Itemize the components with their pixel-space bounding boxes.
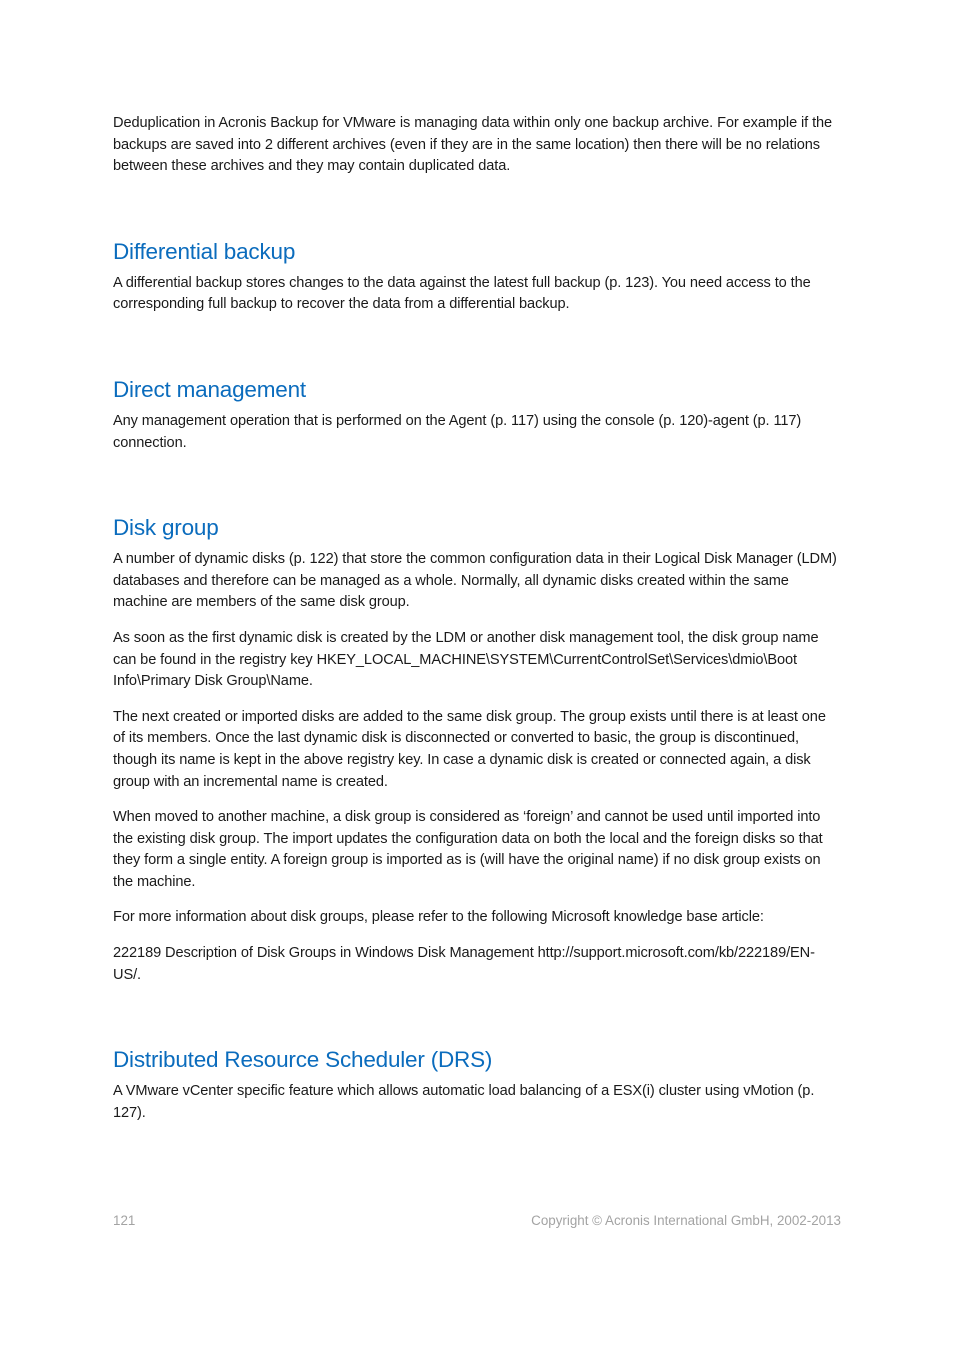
kb-reference-paragraph: 222189 Description of Disk Groups in Windows Disk Management http://support.microsoft.com/kb/222189/EN-US/. xyxy=(113,945,815,983)
section-paragraph: The next created or imported disks are added to the same disk group. The group exists until there is at least one of its members. Once the last dynamic disk is disconnected or converted to basic, the group is discontinued, though its name is kept in the above registry key. In case a dynamic disk is created or connected again, a disk group with an incremental name is created. xyxy=(113,708,826,790)
document-page xyxy=(113,113,841,1124)
section-paragraph: Any management operation that is performed on the Agent (p. 117) using the console (p. 120)-agent (p. 117) connection. xyxy=(113,412,802,451)
section-paragraph: As soon as the first dynamic disk is created by the LDM or another disk management tool, the disk group name can be found in the registry key HKEY_LOCAL_MACHINE\SYSTEM\CurrentControlSet\Services\dmio\Boot Info\Primary Disk Group\Name. xyxy=(113,629,819,690)
intro-paragraph: Deduplication in Acronis Backup for VMware is managing data within only one backup archive. For example if the backups are saved into 2 different archives (even if they are in the same location) then there will be no relations between these archives and they may contain duplicated data. xyxy=(113,115,833,175)
section-title-direct-management: Direct management xyxy=(113,376,306,402)
section-title-drs: Distributed Resource Scheduler (DRS) xyxy=(113,1047,493,1073)
copyright-notice: Copyright © Acronis International GmbH, 2002-2013 xyxy=(531,1213,841,1228)
section-paragraph: A number of dynamic disks (p. 122) that store the common configuration data in their Logical Disk Manager (LDM) databases and therefore can be managed as a whole. Normally, all dynamic disks created within the same machine are members of the same disk group. xyxy=(113,551,837,611)
section-title-disk-group: Disk group xyxy=(113,515,219,541)
section-paragraph: When moved to another machine, a disk group is considered as ‘foreign’ and cannot be used until imported into the existing disk group. The import updates the configuration data on both the local and the foreign disks so that they form a single entity. A foreign group is imported as is (will have the original name) if no disk group exists on the machine. xyxy=(113,809,823,890)
section-paragraph: A VMware vCenter specific feature which allows automatic load balancing of a ESX(i) cluster using vMotion (p. 127). xyxy=(113,1083,815,1121)
section-paragraph: A differential backup stores changes to the data against the latest full backup (p. 123). You need access to the corresponding full backup to recover the data from a differential backup. xyxy=(113,274,811,313)
page-number: 121 xyxy=(113,1213,136,1228)
section-title-differential-backup: Differential backup xyxy=(113,238,296,264)
section-paragraph: For more information about disk groups, please refer to the following Microsoft knowledge base article: xyxy=(113,909,764,926)
